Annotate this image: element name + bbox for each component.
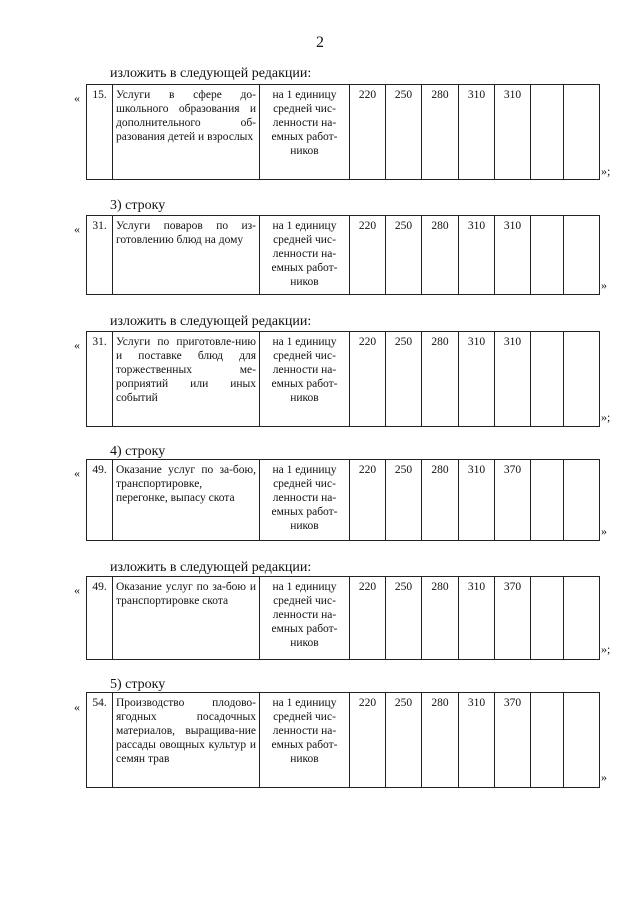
open-quote: « — [74, 91, 80, 105]
row-number: 49. — [87, 460, 113, 541]
service-name: Производство плодово-ягодных посадочных материалов, выращива-ние рассады овощных культур и семян трав — [113, 693, 260, 788]
open-quote: « — [74, 338, 80, 352]
section-label: изложить в следующей редакции: — [110, 314, 312, 329]
row-number: 54. — [87, 693, 113, 788]
value-cell: 250 — [386, 216, 422, 295]
value-cell: 310 — [459, 332, 495, 427]
value-cell: 280 — [422, 216, 459, 295]
value-cell — [531, 332, 564, 427]
section-label: изложить в следующей редакции: — [110, 560, 312, 575]
value-cell — [564, 85, 600, 180]
value-cell: 310 — [459, 577, 495, 660]
value-cell: 310 — [459, 460, 495, 541]
value-cell: 370 — [495, 460, 531, 541]
section-label: 4) строку — [110, 444, 166, 459]
open-quote: « — [74, 700, 80, 714]
service-name: Услуги по приготовле-нию и поставке блюд для торжественных ме-роприятий или иных событий — [113, 332, 260, 427]
value-cell — [564, 216, 600, 295]
row-table — [86, 576, 600, 660]
value-cell: 220 — [350, 693, 386, 788]
value-cell: 220 — [350, 577, 386, 660]
value-cell: 370 — [495, 693, 531, 788]
unit-cell: на 1 единицу средней чис-ленности на-емных работ-ников — [260, 85, 350, 180]
value-cell — [564, 332, 600, 427]
value-cell — [531, 460, 564, 541]
row-number: 31. — [87, 332, 113, 427]
value-cell: 370 — [495, 577, 531, 660]
value-cell — [531, 85, 564, 180]
value-cell: 280 — [422, 460, 459, 541]
row-table — [86, 215, 600, 295]
value-cell: 310 — [459, 693, 495, 788]
close-quote: »; — [601, 642, 611, 656]
value-cell — [564, 577, 600, 660]
value-cell: 310 — [495, 216, 531, 295]
unit-cell: на 1 единицу средней чис-ленности на-емных работ-ников — [260, 216, 350, 295]
row-number: 15. — [87, 85, 113, 180]
page-number: 2 — [316, 34, 324, 51]
row-number: 31. — [87, 216, 113, 295]
unit-cell: на 1 единицу средней чис-ленности на-емных работ-ников — [260, 332, 350, 427]
value-cell: 220 — [350, 460, 386, 541]
value-cell: 280 — [422, 332, 459, 427]
close-quote: »; — [601, 410, 611, 424]
section-label: 3) строку — [110, 198, 166, 213]
value-cell: 280 — [422, 577, 459, 660]
value-cell — [531, 216, 564, 295]
value-cell: 250 — [386, 85, 422, 180]
value-cell — [564, 693, 600, 788]
value-cell: 310 — [459, 85, 495, 180]
unit-cell: на 1 единицу средней чис-ленности на-емных работ-ников — [260, 460, 350, 541]
value-cell — [564, 460, 600, 541]
value-cell — [531, 577, 564, 660]
row-table — [86, 331, 600, 427]
close-quote: »; — [601, 164, 611, 178]
value-cell: 250 — [386, 460, 422, 541]
close-quote: » — [601, 524, 607, 538]
value-cell — [531, 693, 564, 788]
service-name: Оказание услуг по за-бою и транспортировке скота — [113, 577, 260, 660]
value-cell: 220 — [350, 216, 386, 295]
open-quote: « — [74, 466, 80, 480]
value-cell: 310 — [459, 216, 495, 295]
value-cell: 250 — [386, 577, 422, 660]
value-cell: 310 — [495, 85, 531, 180]
service-name: Услуги в сфере до-школьного образования и дополнительного об-разования детей и взрослых — [113, 85, 260, 180]
row-table — [86, 84, 600, 180]
close-quote: » — [601, 770, 607, 784]
close-quote: » — [601, 278, 607, 292]
row-table — [86, 692, 600, 788]
value-cell: 220 — [350, 332, 386, 427]
section-label: изложить в следующей редакции: — [110, 66, 312, 81]
value-cell: 310 — [495, 332, 531, 427]
value-cell: 280 — [422, 85, 459, 180]
unit-cell: на 1 единицу средней чис-ленности на-емных работ-ников — [260, 577, 350, 660]
value-cell: 280 — [422, 693, 459, 788]
row-table — [86, 459, 600, 541]
row-number: 49. — [87, 577, 113, 660]
value-cell: 220 — [350, 85, 386, 180]
open-quote: « — [74, 222, 80, 236]
section-label: 5) строку — [110, 677, 166, 692]
unit-cell: на 1 единицу средней чис-ленности на-емных работ-ников — [260, 693, 350, 788]
service-name: Оказание услуг по за-бою, транспортировке, перегонке, выпасу скота — [113, 460, 260, 541]
open-quote: « — [74, 583, 80, 597]
value-cell: 250 — [386, 332, 422, 427]
value-cell: 250 — [386, 693, 422, 788]
service-name: Услуги поваров по из-готовлению блюд на дому — [113, 216, 260, 295]
